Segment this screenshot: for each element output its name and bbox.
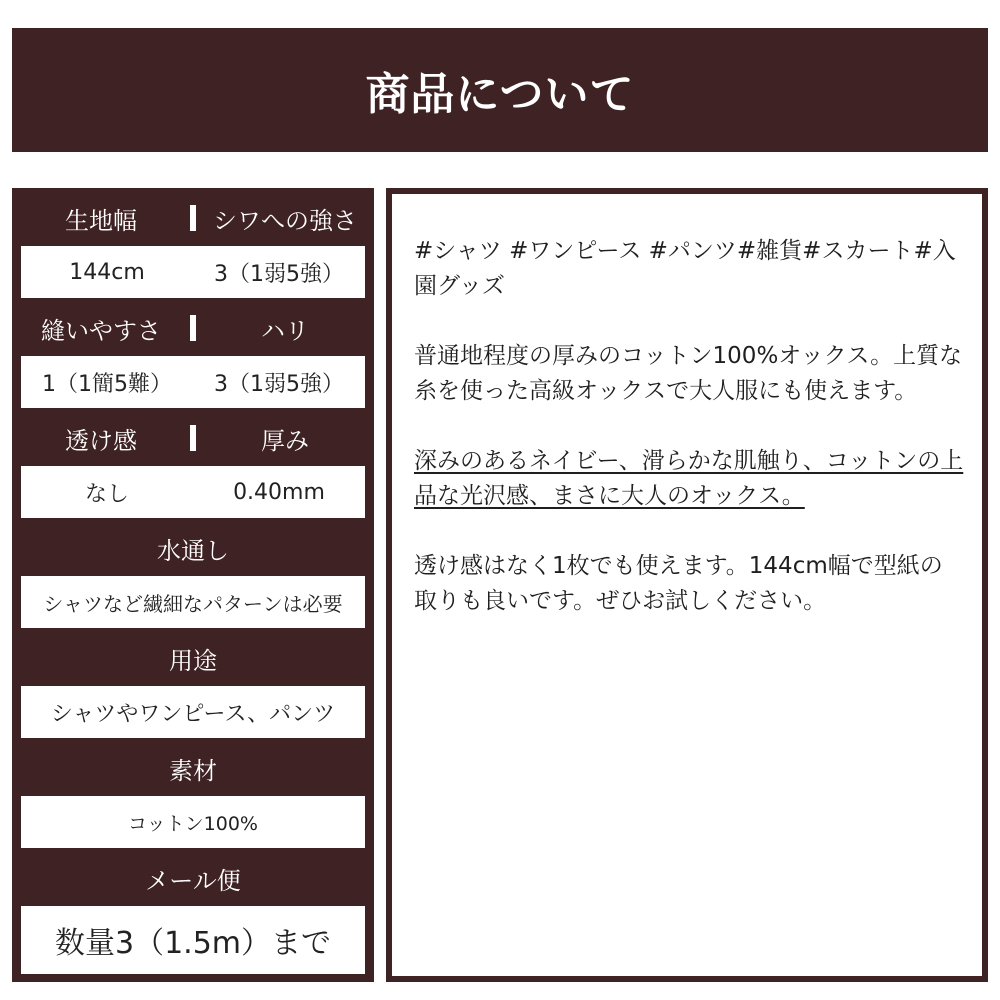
material-value: コットン100%	[128, 812, 258, 835]
header-banner	[12, 28, 988, 152]
mail-header	[12, 851, 374, 905]
spec-header-row	[12, 411, 374, 465]
wash-value-row	[21, 576, 365, 628]
firm-value: 3（1弱5強）	[214, 371, 344, 397]
sew-label: 縫いやすさ	[41, 316, 161, 345]
spec-value-row	[21, 466, 365, 518]
spec-value-row	[21, 246, 365, 298]
material-value-row	[21, 796, 365, 848]
wash-value: シャツなど繊細なパターンは必要	[43, 591, 343, 616]
width-label: 生地幅	[65, 206, 137, 235]
thick-value: 0.40mm	[233, 479, 325, 505]
description-text	[414, 234, 964, 654]
description-box	[386, 188, 988, 982]
sheer-label: 透け感	[65, 426, 137, 455]
sheer-value: なし	[84, 481, 129, 507]
wrinkle-label: シワへの強さ	[213, 206, 357, 235]
spec-value-row	[21, 356, 365, 408]
sew-value: 1（1簡5難）	[42, 371, 172, 397]
material-label: 素材	[169, 756, 217, 785]
description-paragraph: 普通地程度の厚みのコットン100%オックス。上質な糸を使った高級オックスで大人服にも使えます。	[414, 343, 963, 404]
spec-header-row	[12, 301, 374, 355]
wrinkle-value: 3（1弱5強）	[214, 261, 344, 287]
use-header	[12, 631, 374, 685]
description-paragraph: 透け感はなく1枚でも使えます。144cm幅で型紙の取りも良いです。ぜひお試しください。	[414, 553, 943, 614]
page-title: 商品について	[365, 69, 635, 120]
wash-label: 水通し	[157, 536, 229, 565]
highlight-paragraph: 深みのあるネイビー、滑らかな肌触り、コットンの上品な光沢感、まさに大人のオックス。	[414, 448, 964, 509]
mail-value-row	[21, 906, 365, 974]
use-value: シャツやワンピース、パンツ	[50, 701, 336, 727]
firm-label: ハリ	[261, 316, 309, 345]
material-header	[12, 741, 374, 795]
spec-header-row	[12, 191, 374, 245]
use-label: 用途	[169, 646, 217, 675]
mail-value: 数量3（1.5m）まで	[54, 926, 332, 961]
spec-table	[12, 188, 374, 982]
hashtags: #シャツ #ワンピース #パンツ#雑貨#スカート#入園グッズ	[414, 238, 956, 299]
mail-label: メール便	[145, 866, 241, 895]
use-value-row	[21, 686, 365, 738]
wash-header	[12, 521, 374, 575]
thick-label: 厚み	[261, 426, 309, 455]
width-value: 144cm	[69, 259, 145, 285]
